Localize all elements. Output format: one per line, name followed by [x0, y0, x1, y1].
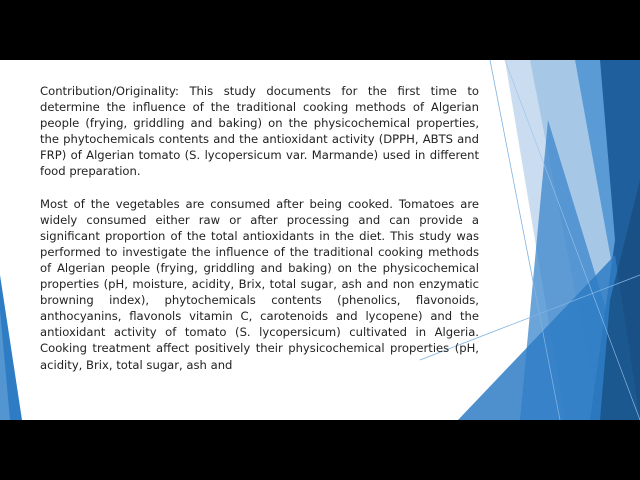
body-text — [40, 83, 479, 389]
paragraph-contribution: Contribution/Originality: This study documents for the first time to determine the influence of the traditional cooking methods of Algerian people (frying, griddling and baking) on the physicochemical properties, the phytochemicals contents and the antioxidant activity (DPPH, ABTS and FRP) of Algerian tomato (S. lycopersicum var. Marmande) used in different food preparation. — [40, 84, 479, 179]
slide — [0, 60, 640, 420]
paragraph-abstract: Most of the vegetables are consumed after being cooked. Tomatoes are widely consumed either raw or after processing and can provide a significant proportion of the total antioxidants in the diet. This study was performed to investigate the influence of the traditional cooking methods of Algerian people (frying, griddling and baking) on the physicochemical properties (pH, moisture, acidity, Brix, total sugar, ash and non enzymatic browning index), phytochemicals contents (phenolics, flavonoids, anthocyanins, flavonols vitamin C, carotenoids and lycopene) and the antioxidant activity of tomato (S. lycopersicum) cultivated in Algeria. Cooking treatment affect positively their physicochemical properties (pH, acidity, Brix, total sugar, ash and — [40, 196, 479, 372]
